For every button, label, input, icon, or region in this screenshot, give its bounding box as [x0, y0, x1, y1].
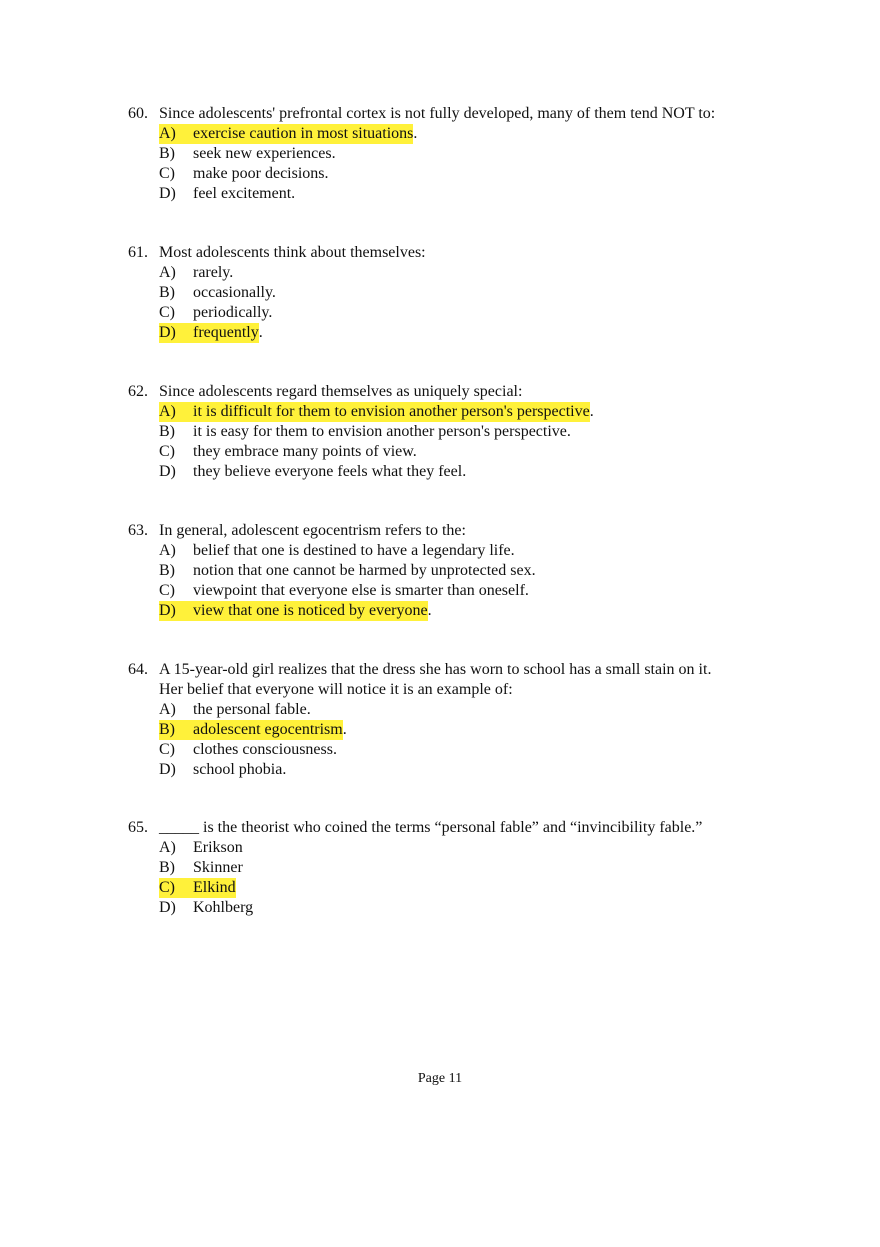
options-list [128, 700, 808, 780]
option-text: Elkind [193, 879, 236, 896]
option-letter: D) [159, 463, 176, 480]
option-a-correct [159, 124, 808, 144]
option-b [159, 422, 808, 442]
question-62 [128, 382, 808, 482]
option-letter: A) [159, 403, 176, 420]
option-letter: A) [159, 701, 176, 718]
option-letter: B) [159, 721, 175, 738]
option-text: view that one is noticed by everyone [193, 602, 428, 619]
option-text: seek new experiences. [193, 145, 336, 162]
option-letter: C) [159, 741, 175, 758]
question-61 [128, 243, 808, 343]
option-b [159, 283, 808, 303]
question-60 [128, 104, 808, 204]
option-letter: A) [159, 542, 176, 559]
answer-highlight [159, 323, 259, 343]
option-letter: B) [159, 423, 175, 440]
option-text: clothes consciousness. [193, 741, 337, 758]
option-b-correct [159, 720, 808, 740]
answer-highlight [159, 601, 428, 621]
question-64 [128, 660, 808, 780]
question-number: 60. [128, 105, 148, 122]
answer-highlight [159, 402, 590, 422]
question-stem: Since adolescents regard themselves as uniquely special: [159, 383, 523, 400]
question-number: 65. [128, 819, 148, 836]
options-list [128, 263, 808, 343]
option-a [159, 263, 808, 283]
answer-highlight [159, 124, 413, 144]
option-letter: A) [159, 839, 176, 856]
option-d [159, 462, 808, 482]
question-65 [128, 818, 808, 918]
page-number: Page 11 [417, 1071, 463, 1086]
option-text: it is easy for them to envision another person's perspective. [193, 423, 571, 440]
option-text: periodically. [193, 304, 273, 321]
option-text: exercise caution in most situations [193, 125, 414, 142]
question-stem: Since adolescents' prefrontal cortex is not fully developed, many of them tend NOT to: [159, 105, 716, 122]
option-a [159, 838, 808, 858]
option-text: they embrace many points of view. [193, 443, 417, 460]
option-text: belief that one is destined to have a legendary life. [193, 542, 515, 559]
option-trailing-punct: . [589, 403, 594, 420]
question-number: 63. [128, 522, 148, 539]
option-c [159, 442, 808, 462]
option-letter: D) [159, 185, 176, 202]
option-d-correct [159, 323, 808, 343]
option-c [159, 740, 808, 760]
option-b [159, 561, 808, 581]
option-letter: D) [159, 899, 176, 916]
option-letter: C) [159, 165, 175, 182]
question-stem: In general, adolescent egocentrism refers to the: [159, 522, 466, 539]
option-text: occasionally. [193, 284, 276, 301]
option-letter: B) [159, 284, 175, 301]
option-text: frequently [193, 324, 259, 341]
question-stem: A 15-year-old girl realizes that the dress she has worn to school has a small stain on it. [159, 661, 712, 678]
options-list [128, 402, 808, 482]
question-number: 61. [128, 244, 148, 261]
answer-highlight [159, 720, 343, 740]
option-d-correct [159, 601, 808, 621]
option-letter: A) [159, 125, 176, 142]
question-number: 64. [128, 661, 148, 678]
option-letter: B) [159, 859, 175, 876]
option-c [159, 581, 808, 601]
option-d [159, 184, 808, 204]
options-list [128, 541, 808, 621]
option-text: Skinner [193, 859, 243, 876]
option-d [159, 898, 808, 918]
option-letter: C) [159, 443, 175, 460]
option-text: make poor decisions. [193, 165, 329, 182]
option-letter: D) [159, 324, 176, 341]
option-text: school phobia. [193, 761, 287, 778]
option-c [159, 303, 808, 323]
option-letter: B) [159, 562, 175, 579]
option-text: Erikson [193, 839, 243, 856]
option-a [159, 700, 808, 720]
option-trailing-punct: . [342, 721, 347, 738]
option-text: they believe everyone feels what they feel. [193, 463, 467, 480]
option-letter: D) [159, 761, 176, 778]
option-text: feel excitement. [193, 185, 296, 202]
option-trailing-punct: . [413, 125, 418, 142]
option-trailing-punct: . [427, 602, 432, 619]
answer-highlight [159, 878, 236, 898]
option-letter: D) [159, 602, 176, 619]
option-a-correct [159, 402, 808, 422]
question-stem: _____ is the theorist who coined the terms “personal fable” and “invincibility fable.” [159, 819, 703, 836]
question-stem: Most adolescents think about themselves: [159, 244, 426, 261]
option-text: Kohlberg [193, 899, 254, 916]
option-letter: A) [159, 264, 176, 281]
option-text: adolescent egocentrism [193, 721, 343, 738]
question-number: 62. [128, 383, 148, 400]
question-63 [128, 521, 808, 621]
option-d [159, 760, 808, 780]
option-text: the personal fable. [193, 701, 311, 718]
option-letter: C) [159, 879, 175, 896]
option-c [159, 164, 808, 184]
option-text: it is difficult for them to envision another person's perspective [193, 403, 590, 420]
option-letter: C) [159, 582, 175, 599]
option-trailing-punct: . [258, 324, 263, 341]
question-stem-continued: Her belief that everyone will notice it is an example of: [159, 681, 513, 698]
options-list [128, 124, 808, 204]
option-a [159, 541, 808, 561]
option-text: rarely. [193, 264, 234, 281]
option-text: notion that one cannot be harmed by unprotected sex. [193, 562, 536, 579]
option-b [159, 858, 808, 878]
options-list [128, 838, 808, 918]
option-letter: C) [159, 304, 175, 321]
option-letter: B) [159, 145, 175, 162]
option-c-correct [159, 878, 808, 898]
option-text: viewpoint that everyone else is smarter than oneself. [193, 582, 529, 599]
option-b [159, 144, 808, 164]
